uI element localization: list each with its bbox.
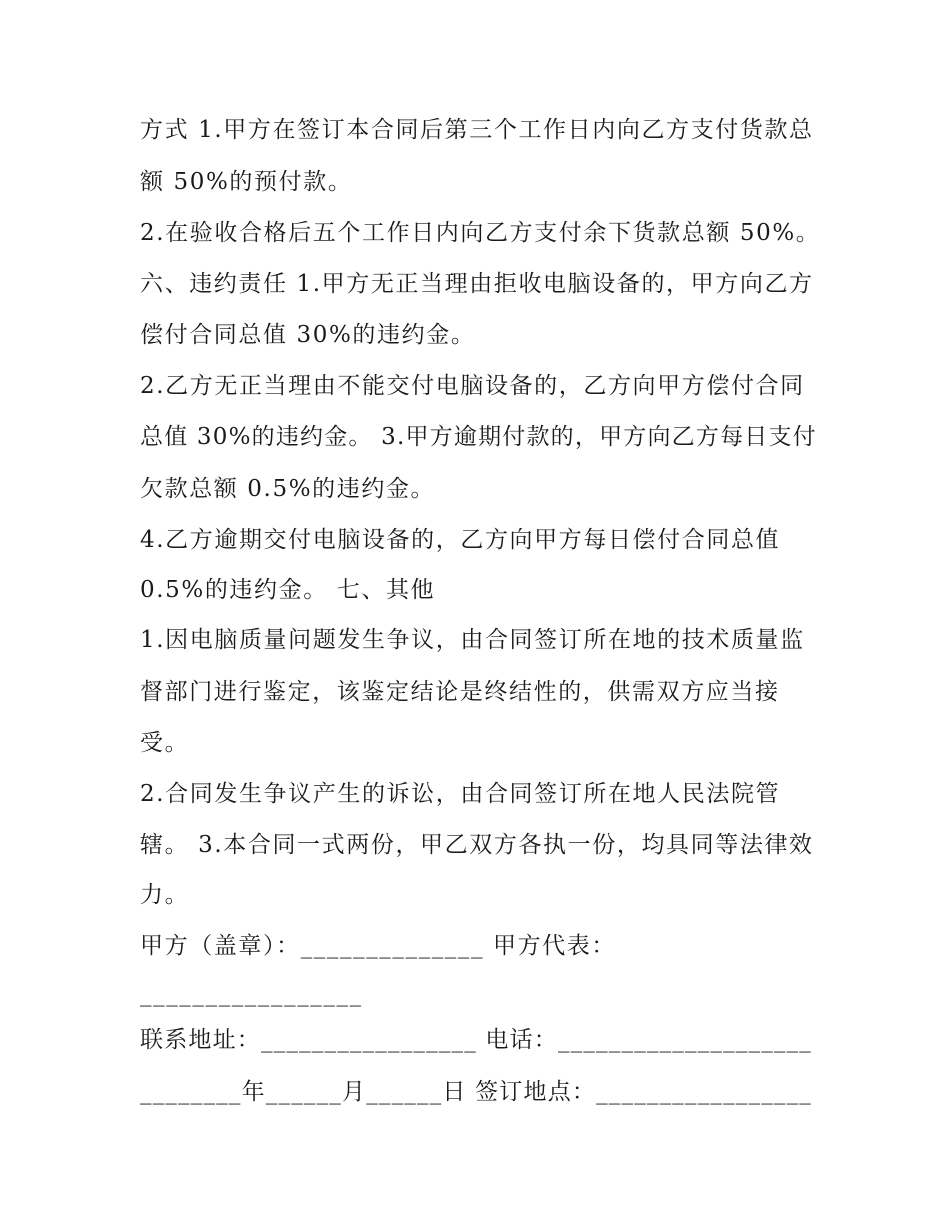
contact-line: 联系地址：_________________ 电话：____________________ xyxy=(140,1027,813,1053)
text-line: 2.合同发生争议产生的诉讼，由合同签订所在地人民法院管 xyxy=(140,781,781,807)
signature-line-party-a: 甲方（盖章）：______________ 甲方代表： xyxy=(140,933,617,959)
text-line: 1.因电脑质量问题发生争议，由合同签订所在地的技术质量监 xyxy=(140,627,805,653)
text-line: 4.乙方逾期交付电脑设备的，乙方向甲方每日偿付合同总值 xyxy=(140,527,781,553)
text-line: 辖。 3.本合同一式两份，甲乙双方各执一份，均具同等法律效 xyxy=(140,832,814,858)
text-line: 2.在验收合格后五个工作日内向乙方支付余下货款总额 50%。 xyxy=(140,220,821,246)
text-line: 六、违约责任 1.甲方无正当理由拒收电脑设备的，甲方向乙方 xyxy=(140,271,814,297)
text-line: 0.5%的违约金。 七、其他 xyxy=(140,577,436,603)
text-line: 额 50%的预付款。 xyxy=(140,169,353,195)
text-line: 总值 30%的违约金。 3.甲方逾期付款的，甲方向乙方每日支付 xyxy=(140,424,817,450)
text-line: 受。 xyxy=(140,730,190,756)
text-line: 督部门进行鉴定，该鉴定结论是终结性的，供需双方应当接 xyxy=(140,679,780,705)
signature-blank: _________________ xyxy=(140,981,363,1007)
text-line: 力。 xyxy=(140,882,190,908)
date-place-line: ________年______月______日 签订地点：_________________ xyxy=(140,1079,813,1105)
text-line: 欠款总额 0.5%的违约金。 xyxy=(140,476,436,502)
text-line: 2.乙方无正当理由不能交付电脑设备的，乙方向甲方偿付合同 xyxy=(140,373,805,399)
text-line: 偿付合同总值 30%的违约金。 xyxy=(140,322,476,348)
text-line: 方式 1.甲方在签订本合同后第三个工作日内向乙方支付货款总 xyxy=(140,117,814,143)
